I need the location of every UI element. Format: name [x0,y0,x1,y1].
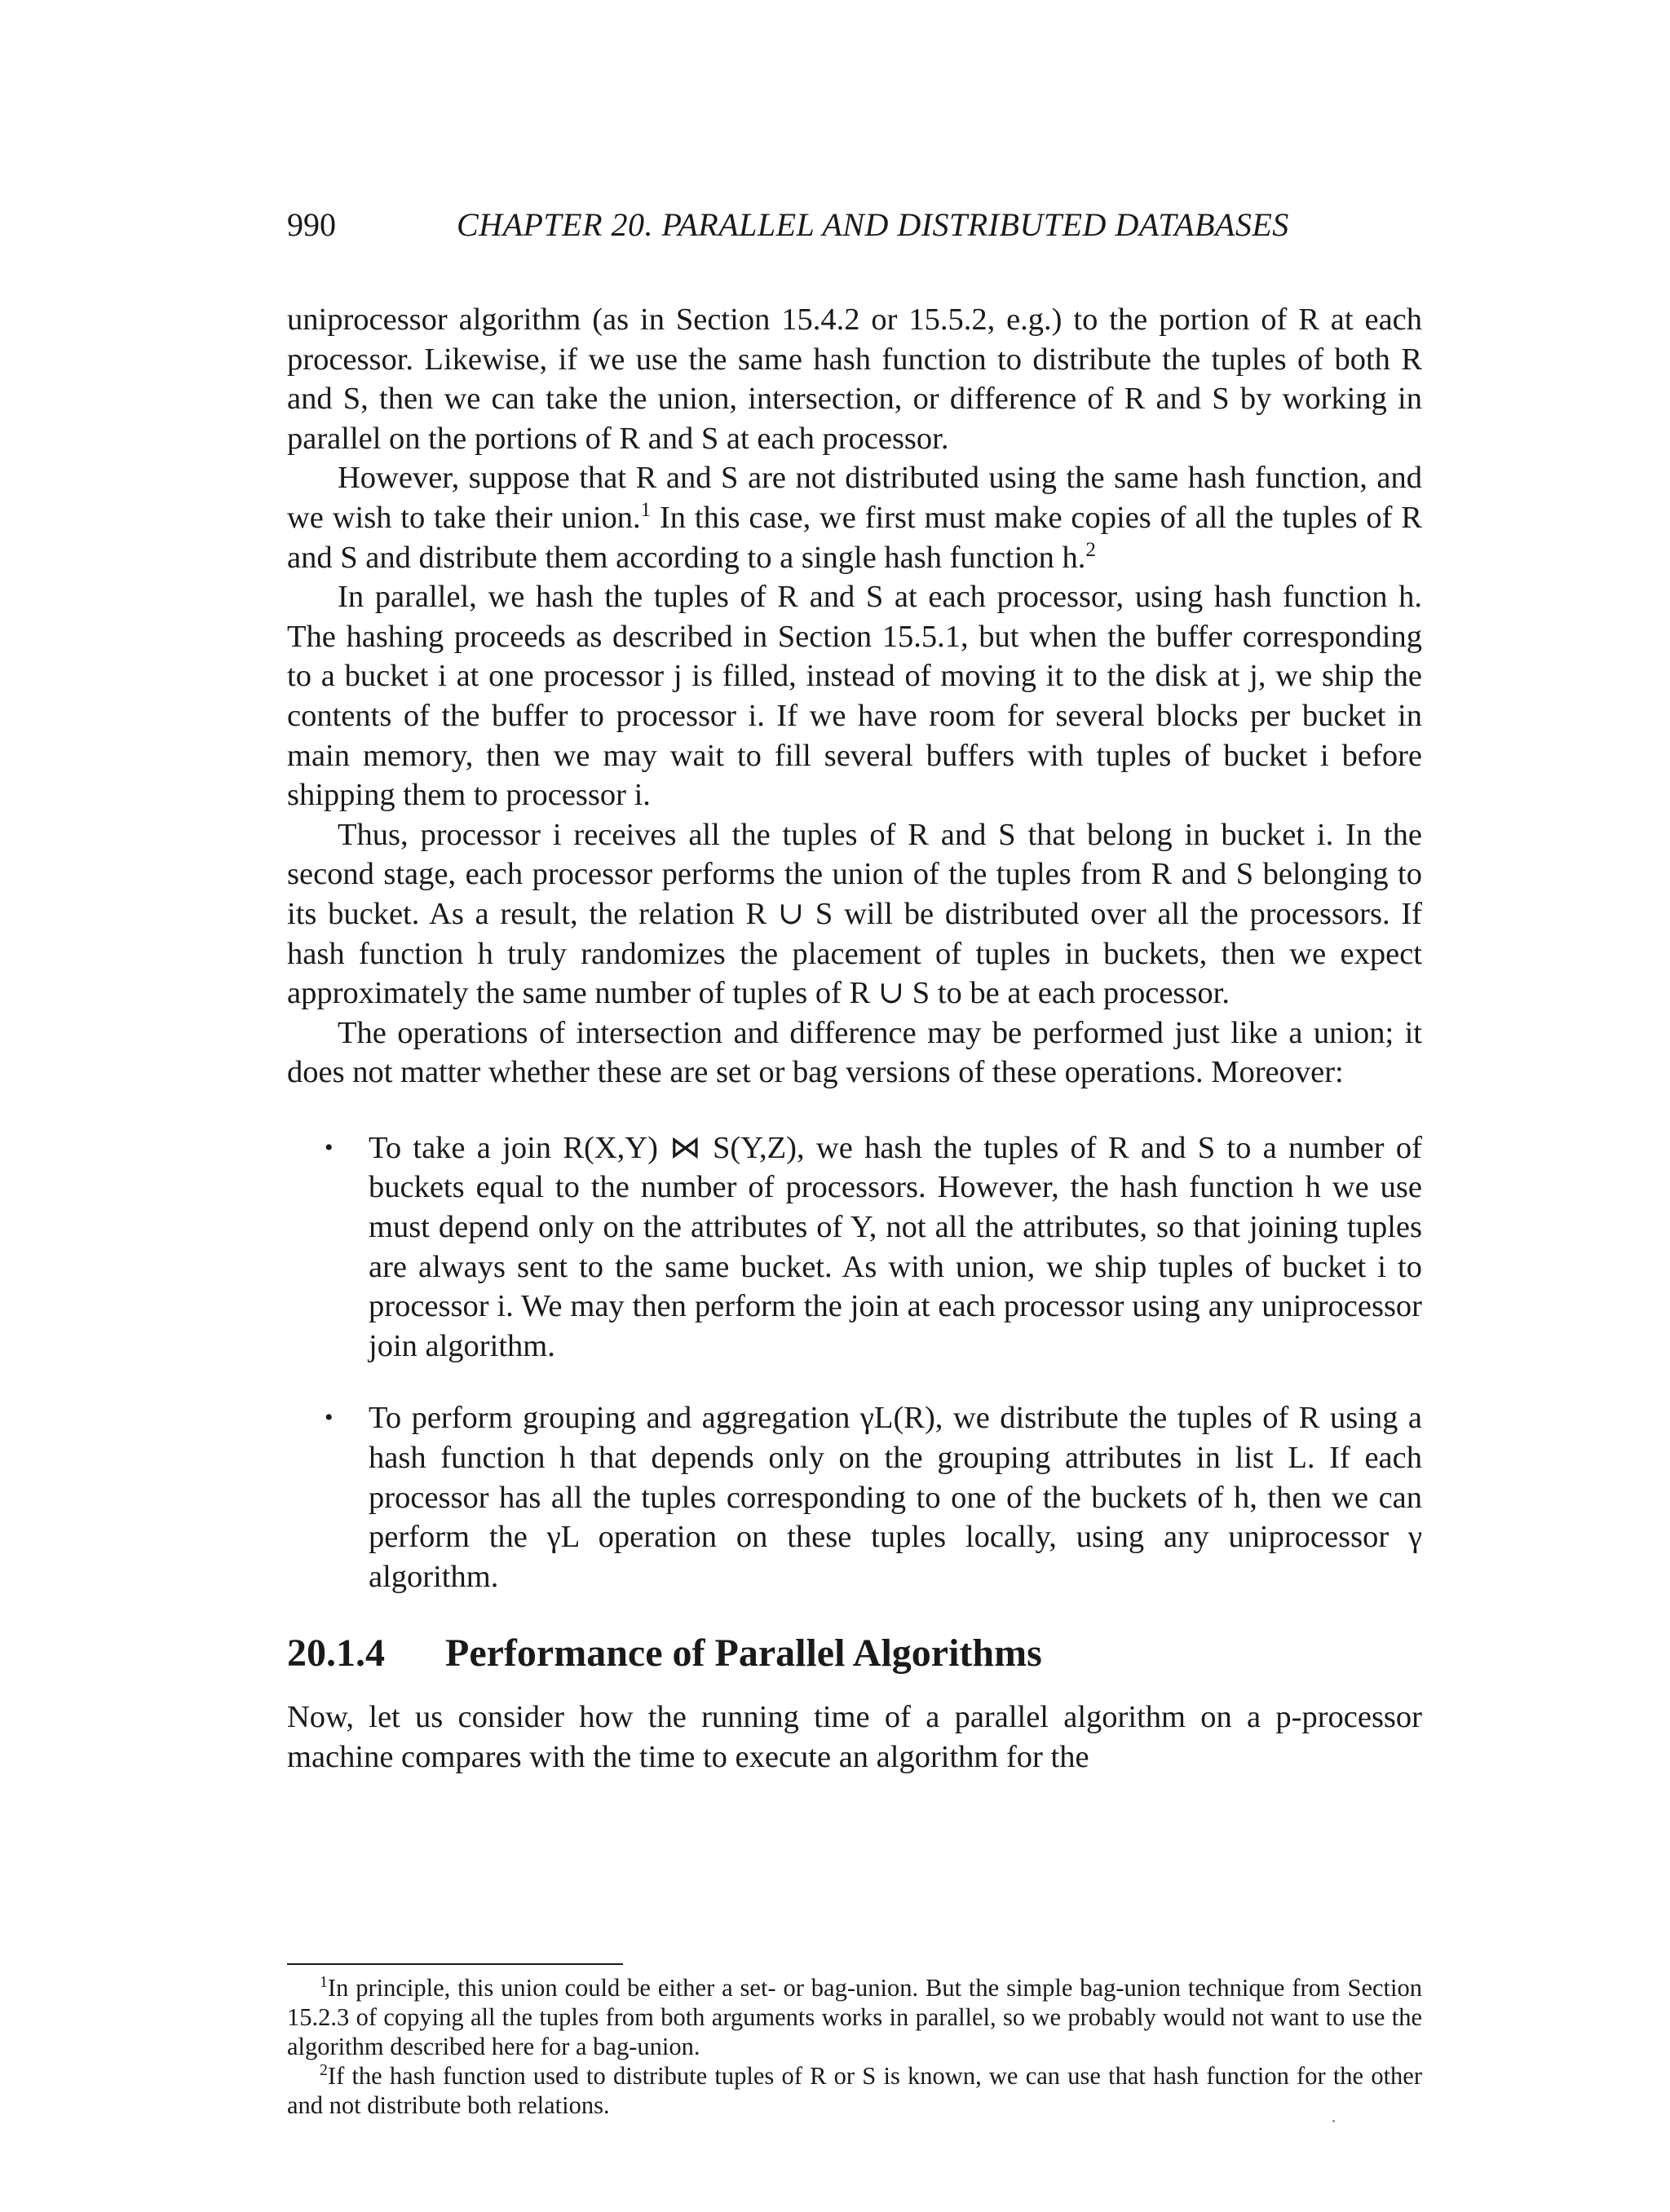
footnote-ref-2: 2 [1085,538,1096,561]
list-item-text: To perform grouping and aggregation γL(R), we distribute the tuples of R using a hash function h that depends only on the grouping attributes in list L. If each processor has all the tuples corresponding to one of the buckets of h, then we can perform the γL operation on these tuples locally, using any uniprocessor γ algorithm. [369,1401,1422,1594]
scan-speck [1332,2120,1335,2122]
paragraph-5: The operations of intersection and difference may be performed just like a union; it does not matter whether these are set or bag versions of these operations. Moreover: [287,1015,1422,1090]
list-item [287,1128,1422,1366]
list-item [287,1398,1422,1596]
body-text [287,300,1422,1777]
page-number: 990 [287,206,336,243]
bullet-icon: • [325,1133,334,1161]
footnotes [287,1973,1422,2120]
footnote-divider [287,1963,623,1965]
footnote-mark: 2 [320,2060,328,2079]
paragraph-4: Thus, processor i receives all the tuples of R and S that belong in bucket i. In the second stage, each processor performs the union of the tuples from R and S belonging to its bucket. As a result, the relation R ∪ S will be distributed over all the processors. If hash function h truly randomizes the placement of tuples in buckets, then we expect approximately the same number of tuples of R ∪ S to be at each processor. [287,817,1422,1011]
bullet-icon: • [325,1404,334,1432]
footnote-ref-1: 1 [640,499,652,522]
bullet-list [287,1128,1422,1597]
paragraph-3: In parallel, we hash the tuples of R and S at each processor, using hash function h. The hashing proceeds as described in Section 15.5.1, but when the buffer corresponding to a bucket i at one processor j is filled, instead of moving it to the disk at j, we ship the contents of the buffer to processor i. If we have room for several blocks per bucket in main memory, then we may wait to fill several buffers with tuples of bucket i before shipping them to processor i. [287,580,1422,813]
footnote-1 [287,1973,1422,2061]
paragraph-2-part-a: However, suppose that R and S are not distributed using the same hash function, and we wish to take their union. [287,461,1422,535]
footnote-mark: 1 [320,1972,328,1991]
chapter-title: CHAPTER 20. PARALLEL AND DISTRIBUTED DATABASES [457,206,1289,243]
list-item-text: To take a join R(X,Y) ⋈ S(Y,Z), we hash the tuples of R and S to a number of buckets equal to the number of processors. However, the hash function h we use must depend only on the attributes of Y, not all the attributes, so that joining tuples are always sent to the same bucket. As with union, we ship tuples of bucket i to processor i. We may then perform the join at each processor using any uniprocessor join algorithm. [369,1130,1422,1363]
paragraph-1: uniprocessor algorithm (as in Section 15.4.2 or 15.5.2, e.g.) to the portion of R at each processor. Likewise, if we use the same hash function to distribute the tuples of both R and S, then we can take the union, intersection, or difference of R and S by working in parallel on the portions of R and S at each processor. [287,302,1422,456]
footnote-text: In principle, this union could be either a set- or bag-union. But the simple bag-union technique from Section 15.2.3 of copying all the tuples from both arguments works in parallel, so we probably would not want to use the algorithm described here for a bag-union. [287,1974,1422,2060]
paragraph-2-part-b: In this case, we first must make copies of all the tuples of R and S and distribute them according to a single hash function h. [287,500,1422,575]
paragraph-6: Now, let us consider how the running time of a parallel algorithm on a p-processor machine compares with the time to execute an algorithm for the [287,1700,1422,1774]
section-heading [287,1631,1422,1676]
footnote-text: If the hash function used to distribute tuples of R or S is known, we can use that hash function for the other and not distribute both relations. [287,2062,1422,2119]
footnote-2 [287,2061,1422,2120]
paragraph-2 [287,458,1422,577]
section-number: 20.1.4 [287,1631,385,1676]
section-title: Performance of Parallel Algorithms [445,1631,1042,1676]
